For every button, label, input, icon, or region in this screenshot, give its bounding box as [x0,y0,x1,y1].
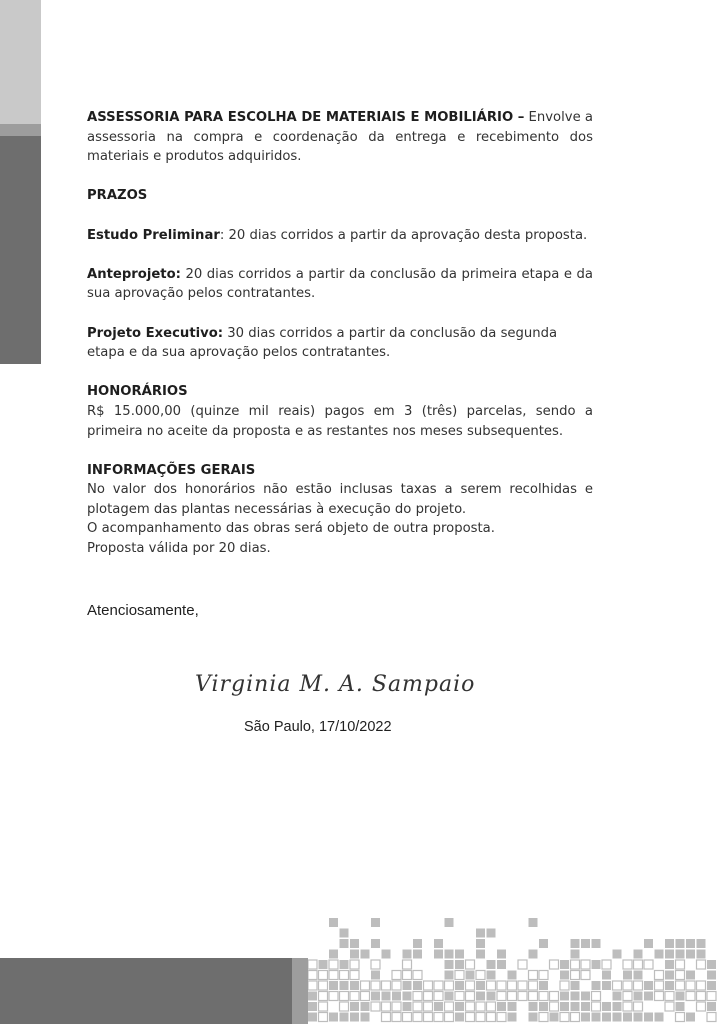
mosaic-tile [340,939,349,948]
mosaic-tile [403,950,412,959]
mosaic-tile [329,992,338,1001]
mosaic-tile [571,950,580,959]
mosaic-tile [476,1013,485,1022]
prazos-heading [87,186,593,206]
honorarios-text: R$ 15.000,00 (quinze mil reais) pagos em 3 (três) parcelas, sendo a primeira no aceite da proposta e as restantes nos meses subsequentes. [87,403,593,439]
mosaic-tile [634,950,643,959]
left-decor-bar-mid [0,124,41,136]
mosaic-tile [350,981,359,990]
mosaic-tile [676,960,685,969]
mosaic-tile [319,992,328,1001]
mosaic-tile [686,981,695,990]
mosaic-tile [655,992,664,1001]
mosaic-tile [413,950,422,959]
mosaic-tile [434,950,443,959]
mosaic-tile [308,960,317,969]
mosaic-tile [655,971,664,980]
mosaic-tile [529,950,538,959]
mosaic-tile [350,960,359,969]
mosaic-tile [319,981,328,990]
mosaic-tile [602,971,611,980]
anteprojeto-label: Anteprojeto: [87,266,181,282]
mosaic-tile [613,950,622,959]
mosaic-tile [445,971,454,980]
mosaic-tile [508,1013,517,1022]
mosaic-tile [403,960,412,969]
mosaic-tile [434,1002,443,1011]
mosaic-tile [623,971,632,980]
mosaic-tile [497,950,506,959]
mosaic-tile [308,992,317,1001]
mosaic-tile [581,960,590,969]
mosaic-tile [476,992,485,1001]
mosaic-tile [392,992,401,1001]
mosaic-tile [319,1013,328,1022]
mosaic-tile [466,981,475,990]
mosaic-tile [487,1013,496,1022]
mosaic-tile [329,971,338,980]
mosaic-tile [434,1013,443,1022]
mosaic-tile [623,981,632,990]
mosaic-tile [707,992,716,1001]
proposal-body [87,108,593,559]
mosaic-tile [319,1002,328,1011]
footer-decor-bar-dark [0,958,292,1024]
mosaic-tile [592,992,601,1001]
mosaic-tile [697,992,706,1001]
mosaic-tile [634,971,643,980]
mosaic-tile [550,992,559,1001]
mosaic-tile [445,992,454,1001]
mosaic-tile [403,971,412,980]
mosaic-tile [413,1002,422,1011]
mosaic-tile [571,981,580,990]
mosaic-tile [487,971,496,980]
mosaic-tile [371,960,380,969]
mosaic-tile [676,981,685,990]
mosaic-tile [686,1013,695,1022]
mosaic-tile [329,1013,338,1022]
mosaic-tile [644,939,653,948]
mosaic-tile [350,950,359,959]
mosaic-tile [308,971,317,980]
mosaic-tile [571,992,580,1001]
mosaic-tile [340,1013,349,1022]
mosaic-tile [308,1013,317,1022]
mosaic-tile [529,992,538,1001]
mosaic-tile [392,971,401,980]
mosaic-tile [539,1002,548,1011]
mosaic-tile [350,1002,359,1011]
mosaic-tile [319,971,328,980]
mosaic-tile [581,1013,590,1022]
mosaic-tile [445,1013,454,1022]
mosaic-tile [455,971,464,980]
mosaic-tile [592,960,601,969]
mosaic-tile [392,1013,401,1022]
mosaic-tile [455,1002,464,1011]
mosaic-tile [697,981,706,990]
mosaic-tile [455,981,464,990]
mosaic-tile [487,992,496,1001]
left-decor-bar-dark [0,136,41,364]
mosaic-tile [676,1002,685,1011]
footer-pixel-mosaic [308,918,724,1024]
mosaic-tile [707,971,716,980]
mosaic-tile [466,971,475,980]
mosaic-tile [644,960,653,969]
mosaic-tile [445,981,454,990]
mosaic-tile [382,950,391,959]
mosaic-tile [361,1013,370,1022]
prazos-heading-text: PRAZOS [87,188,148,204]
mosaic-tile [539,992,548,1001]
mosaic-tile [665,960,674,969]
mosaic-tile [707,1002,716,1011]
mosaic-tile [581,971,590,980]
mosaic-tile [413,939,422,948]
assessoria-text: Envolve a assessoria na compra e coordenação da entrega e recebimento dos materiais e produtos adquiridos. [87,110,593,165]
footer-decor-bar-gray [292,958,308,1024]
mosaic-tile [319,960,328,969]
mosaic-tile [634,1013,643,1022]
mosaic-tile [487,981,496,990]
mosaic-tile [634,960,643,969]
mosaic-tile [413,1013,422,1022]
mosaic-tile [592,1002,601,1011]
mosaic-tile [623,960,632,969]
mosaic-tile [634,981,643,990]
mosaic-tile [382,992,391,1001]
mosaic-tile [655,981,664,990]
mosaic-tile [560,1002,569,1011]
mosaic-tile [581,939,590,948]
mosaic-tile [403,1002,412,1011]
mosaic-tile [655,950,664,959]
mosaic-tile [571,1013,580,1022]
informacoes-line-2: O acompanhamento das obras será objeto de outra proposta. [87,521,495,537]
mosaic-tile [476,971,485,980]
mosaic-tile [487,960,496,969]
mosaic-tile [445,1002,454,1011]
mosaic-tile [361,1002,370,1011]
informacoes-section [87,461,593,559]
anteprojeto-paragraph [87,265,593,304]
mosaic-tile [508,981,517,990]
informacoes-line-1: No valor dos honorários não estão inclusas taxas a serem recolhidas e plotagem das plantas necessárias à execução do projeto. [87,482,593,517]
mosaic-tile [466,992,475,1001]
mosaic-tile [613,1002,622,1011]
left-decor-bar-light [0,0,41,124]
mosaic-tile [707,960,716,969]
mosaic-tile [560,960,569,969]
mosaic-tile [539,971,548,980]
mosaic-tile [676,939,685,948]
mosaic-tile [392,1002,401,1011]
mosaic-tile [634,992,643,1001]
mosaic-tile [382,1013,391,1022]
mosaic-tile [434,939,443,948]
mosaic-tile [592,1013,601,1022]
mosaic-tile [329,981,338,990]
mosaic-tile [529,918,538,927]
mosaic-tile [329,918,338,927]
mosaic-tile [634,1002,643,1011]
mosaic-tile [581,992,590,1001]
mosaic-tile [644,992,653,1001]
mosaic-tile [497,1013,506,1022]
mosaic-tile [455,950,464,959]
mosaic-tile [529,971,538,980]
mosaic-tile [571,1002,580,1011]
mosaic-tile [476,950,485,959]
mosaic-tile [644,1013,653,1022]
mosaic-tile [560,981,569,990]
mosaic-tile [466,1013,475,1022]
mosaic-tile [560,1013,569,1022]
mosaic-tile [665,1002,674,1011]
mosaic-tile [424,1013,433,1022]
mosaic-tile [571,939,580,948]
assessoria-title: ASSESSORIA PARA ESCOLHA DE MATERIAIS E MOBILIÁRIO – [87,110,525,125]
mosaic-tile [413,981,422,990]
estudo-preliminar-label: Estudo Preliminar [87,227,220,243]
mosaic-tile [445,950,454,959]
mosaic-tile [403,992,412,1001]
mosaic-tile [340,992,349,1001]
mosaic-tile [539,981,548,990]
mosaic-tile [392,981,401,990]
mosaic-tile [424,992,433,1001]
mosaic-tile [340,1002,349,1011]
anteprojeto-text: 20 dias corridos a partir da conclusão da primeira etapa e da sua aprovação pelos contratantes. [87,266,593,302]
mosaic-tile [550,1002,559,1011]
mosaic-tile [518,992,527,1001]
mosaic-tile [424,981,433,990]
mosaic-tile [340,929,349,938]
mosaic-tile [539,939,548,948]
mosaic-tile [697,939,706,948]
mosaic-tile [560,992,569,1001]
mosaic-tile [581,1002,590,1011]
mosaic-tile [707,981,716,990]
mosaic-tile [697,950,706,959]
mosaic-tile [686,939,695,948]
mosaic-tile [361,981,370,990]
mosaic-tile [476,981,485,990]
mosaic-tile [308,981,317,990]
mosaic-tile [371,971,380,980]
mosaic-tile [550,1013,559,1022]
mosaic-tile [644,981,653,990]
mosaic-tile [340,971,349,980]
mosaic-tile [539,1013,548,1022]
mosaic-tile [371,992,380,1001]
estudo-preliminar-text: : 20 dias corridos a partir da aprovação desta proposta. [219,227,588,243]
mosaic-tile [655,1013,664,1022]
mosaic-tile [518,981,527,990]
mosaic-tile [686,971,695,980]
mosaic-tile [560,971,569,980]
mosaic-tile [665,992,674,1001]
mosaic-tile [455,1013,464,1022]
mosaic-tile [529,1002,538,1011]
mosaic-tile [350,939,359,948]
mosaic-tile [371,918,380,927]
mosaic-tile [487,1002,496,1011]
mosaic-tile [508,1002,517,1011]
mosaic-tile [571,960,580,969]
mosaic-tile [665,971,674,980]
estudo-preliminar-paragraph [87,226,593,246]
mosaic-tile [602,981,611,990]
mosaic-tile [686,992,695,1001]
mosaic-tile [445,960,454,969]
mosaic-tile [602,960,611,969]
mosaic-tile [676,971,685,980]
mosaic-tile [340,960,349,969]
mosaic-tile [382,981,391,990]
mosaic-tile [571,971,580,980]
mosaic-tile [613,992,622,1001]
mosaic-tile [602,1002,611,1011]
mosaic-tile [497,1002,506,1011]
mosaic-tile [602,1013,611,1022]
mosaic-tile [329,950,338,959]
mosaic-tile [329,960,338,969]
mosaic-tile [424,1002,433,1011]
mosaic-tile [508,992,517,1001]
mosaic-tile [707,1013,716,1022]
mosaic-tile [350,971,359,980]
mosaic-tile [665,981,674,990]
mosaic-tile [613,1013,622,1022]
projeto-executivo-label: Projeto Executivo: [87,325,224,341]
mosaic-tile [361,950,370,959]
mosaic-tile [676,1013,685,1022]
projeto-executivo-paragraph [87,324,593,363]
mosaic-tile [340,981,349,990]
mosaic-tile [686,950,695,959]
mosaic-tile [371,981,380,990]
mosaic-tile [382,1002,391,1011]
mosaic-tile [308,1002,317,1011]
mosaic-tile [350,1013,359,1022]
informacoes-heading: INFORMAÇÕES GERAIS [87,462,256,478]
mosaic-tile [697,960,706,969]
mosaic-tile [476,939,485,948]
honorarios-section [87,382,593,441]
mosaic-tile [665,939,674,948]
place-and-date: São Paulo, 17/10/2022 [244,719,392,735]
mosaic-tile [623,992,632,1001]
mosaic-tile [476,1002,485,1011]
handwritten-signature: Virginia M. A. Sampaio [195,672,476,697]
mosaic-tile [403,981,412,990]
mosaic-tile [403,1013,412,1022]
mosaic-tile [592,939,601,948]
mosaic-tile [371,939,380,948]
mosaic-tile [466,960,475,969]
mosaic-tile [508,971,517,980]
mosaic-tile [529,1013,538,1022]
mosaic-tile [497,981,506,990]
mosaic-tile [455,992,464,1001]
mosaic-tile [413,992,422,1001]
assessoria-paragraph [87,108,593,167]
mosaic-tile [697,1002,706,1011]
mosaic-tile [413,971,422,980]
mosaic-tile [592,981,601,990]
mosaic-tile [665,950,674,959]
closing-salutation: Atenciosamente, [87,602,199,619]
mosaic-tile [497,960,506,969]
mosaic-tile [487,929,496,938]
mosaic-tile [529,981,538,990]
mosaic-tile [350,992,359,1001]
mosaic-tile [676,950,685,959]
mosaic-tile [623,1002,632,1011]
mosaic-tile [623,1013,632,1022]
mosaic-tile [476,929,485,938]
mosaic-tile [518,960,527,969]
mosaic-tile [434,981,443,990]
mosaic-tile [613,981,622,990]
mosaic-tile [676,992,685,1001]
mosaic-tile [497,992,506,1001]
mosaic-tile [455,960,464,969]
mosaic-tile [361,992,370,1001]
mosaic-tile [466,1002,475,1011]
projeto-executivo-text: 30 dias corridos a partir da conclusão da segunda etapa e da sua aprovação pelos contratantes. [87,325,558,361]
honorarios-heading: HONORÁRIOS [87,384,188,400]
informacoes-line-3: Proposta válida por 20 dias. [87,541,271,557]
mosaic-tile [445,918,454,927]
mosaic-tile [371,1002,380,1011]
mosaic-tile [550,960,559,969]
mosaic-tile [434,992,443,1001]
